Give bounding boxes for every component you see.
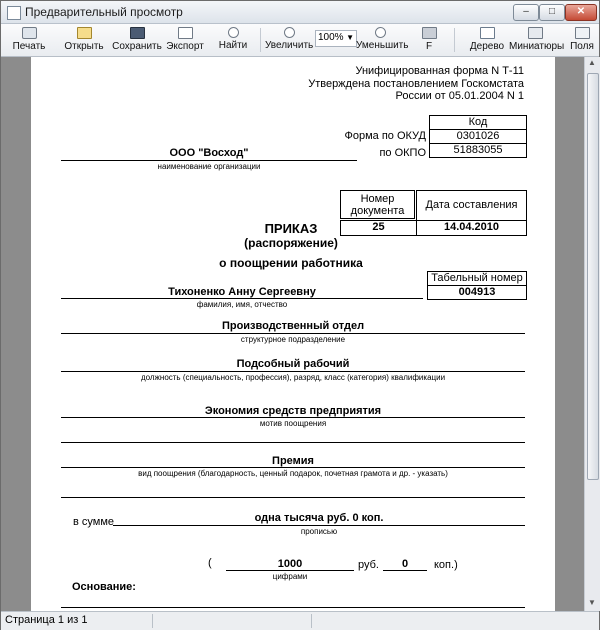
thumbnails-label: Миниатюры: [509, 41, 565, 52]
department-name: Производственный отдел: [221, 320, 365, 332]
print-button[interactable]: [9, 26, 49, 54]
export-icon: [178, 27, 193, 39]
zoom-select[interactable]: [315, 30, 357, 47]
status-divider: [152, 614, 153, 628]
basis-label: Основание:: [72, 581, 136, 593]
doc-number: 25: [340, 220, 417, 236]
binoculars-icon: [228, 27, 239, 38]
okud-label: Форма по ОКУД: [344, 130, 426, 142]
amount-rub-value: 1000: [277, 558, 303, 570]
department-caption: структурное подразделение: [240, 335, 346, 344]
f-label: F: [425, 41, 433, 52]
tree-button[interactable]: [467, 26, 507, 54]
margins-icon: [575, 27, 590, 39]
reward-extra-line: [61, 497, 525, 498]
maximize-button[interactable]: □: [539, 4, 565, 21]
fullscreen-icon: [422, 27, 437, 39]
motive-text: Экономия средств предприятия: [204, 405, 382, 417]
employee-name: Тихоненко Анну Сергеевну: [168, 286, 316, 298]
form-header-line2: Утверждена постановлением Госкомстата: [308, 78, 524, 90]
open-label: Открыть: [64, 41, 104, 52]
amount-kop-label: коп.): [434, 559, 458, 571]
page-info: Страница 1 из 1: [5, 614, 88, 626]
codes-header: Код: [429, 115, 527, 130]
employee-line: [61, 298, 423, 299]
okud-value: 0301026: [429, 129, 527, 144]
tree-label: Дерево: [469, 41, 505, 52]
status-divider: [311, 614, 312, 628]
amount-rub-line: [226, 570, 354, 571]
doc-number-header: Номер документа: [340, 190, 415, 219]
printer-icon: [22, 27, 37, 39]
form-header-line3: России от 05.01.2004 N 1: [395, 90, 524, 102]
thumbnails-icon: [528, 27, 543, 39]
employee-caption: фамилия, имя, отчество: [196, 300, 288, 309]
order-subject: о поощрении работника: [219, 256, 363, 270]
thumbnails-button[interactable]: [509, 26, 565, 54]
status-bar: [1, 611, 599, 630]
organization-caption: наименование организации: [157, 162, 261, 171]
motive-caption: мотив поощрения: [259, 419, 327, 428]
zoom-out-button[interactable]: [356, 26, 409, 54]
toolbar-separator: [454, 28, 455, 52]
vertical-scrollbar[interactable]: [584, 57, 600, 611]
position-caption: должность (специальность, профессия), разряд, класс (категория) квалификации: [140, 373, 446, 382]
reward-line: [61, 467, 525, 468]
print-label: Печать: [12, 41, 46, 52]
order-subtitle: (распоряжение): [244, 236, 338, 250]
find-button[interactable]: [215, 26, 251, 54]
chevron-down-icon: ▼: [346, 33, 354, 42]
document-page: [31, 57, 555, 611]
okpo-label: по ОКПО: [379, 147, 426, 159]
amount-words-caption: прописью: [300, 527, 338, 536]
app-icon: [7, 6, 21, 20]
zoom-in-button[interactable]: [265, 26, 313, 54]
position-name: Подсобный рабочий: [236, 358, 350, 370]
find-label: Найти: [218, 40, 248, 51]
position-line: [61, 371, 525, 372]
basis-line: [61, 607, 525, 608]
organization-line: [61, 160, 357, 161]
motive-extra-line: [61, 442, 525, 443]
scroll-down-icon[interactable]: ▼: [588, 598, 596, 607]
amount-words: одна тысяча руб. 0 коп.: [254, 512, 384, 524]
fields-button[interactable]: [567, 26, 597, 54]
scrollbar-thumb[interactable]: [587, 73, 599, 480]
amount-digits-caption: цифрами: [272, 572, 308, 581]
doc-date-header: Дата составления: [416, 190, 527, 221]
order-title: ПРИКАЗ: [264, 221, 318, 236]
fullscreen-button[interactable]: [419, 26, 439, 54]
folder-icon: [77, 27, 92, 39]
doc-date: 14.04.2010: [416, 220, 527, 236]
zoom-value: 100%: [318, 32, 344, 43]
toolbar: [1, 24, 599, 57]
preview-area[interactable]: [1, 57, 584, 611]
export-label: Экспорт: [166, 41, 204, 52]
amount-open-paren: (: [208, 557, 212, 569]
organization-name: ООО "Восход": [169, 147, 249, 159]
tab-number-value: 004913: [427, 285, 527, 300]
department-line: [61, 333, 525, 334]
amount-kop-line: [383, 570, 427, 571]
amount-kop-value: 0: [401, 558, 409, 570]
tree-icon: [480, 27, 495, 39]
reward-text: Премия: [272, 455, 314, 467]
zoom-in-label: Увеличить: [265, 40, 314, 51]
save-label: Сохранить: [112, 41, 162, 52]
fields-label: Поля: [570, 41, 594, 52]
title-bar[interactable]: [1, 1, 599, 24]
zoom-in-icon: [284, 27, 295, 38]
okpo-value: 51883055: [429, 143, 527, 158]
tab-number-header: Табельный номер: [427, 271, 527, 286]
amount-prefix: в сумме: [73, 516, 115, 528]
scroll-up-icon[interactable]: ▲: [588, 58, 596, 67]
reward-caption: вид поощрения (благодарность, ценный подарок, почетная грамота и др. - указать): [138, 469, 448, 478]
close-button[interactable]: ✕: [565, 4, 597, 21]
motive-line: [61, 417, 525, 418]
amount-words-line: [113, 525, 525, 526]
save-button[interactable]: [111, 26, 163, 54]
zoom-out-icon: [375, 27, 386, 38]
floppy-icon: [130, 27, 145, 39]
toolbar-separator: [260, 28, 261, 52]
window-title: Предварительный просмотр: [25, 5, 183, 19]
form-header-line1: Унифицированная форма N Т-11: [355, 65, 524, 77]
minimize-button[interactable]: –: [513, 4, 539, 21]
export-button[interactable]: [165, 26, 205, 54]
amount-rub-label: руб.: [358, 559, 379, 571]
open-button[interactable]: [61, 26, 107, 54]
zoom-out-label: Уменьшить: [356, 40, 409, 51]
